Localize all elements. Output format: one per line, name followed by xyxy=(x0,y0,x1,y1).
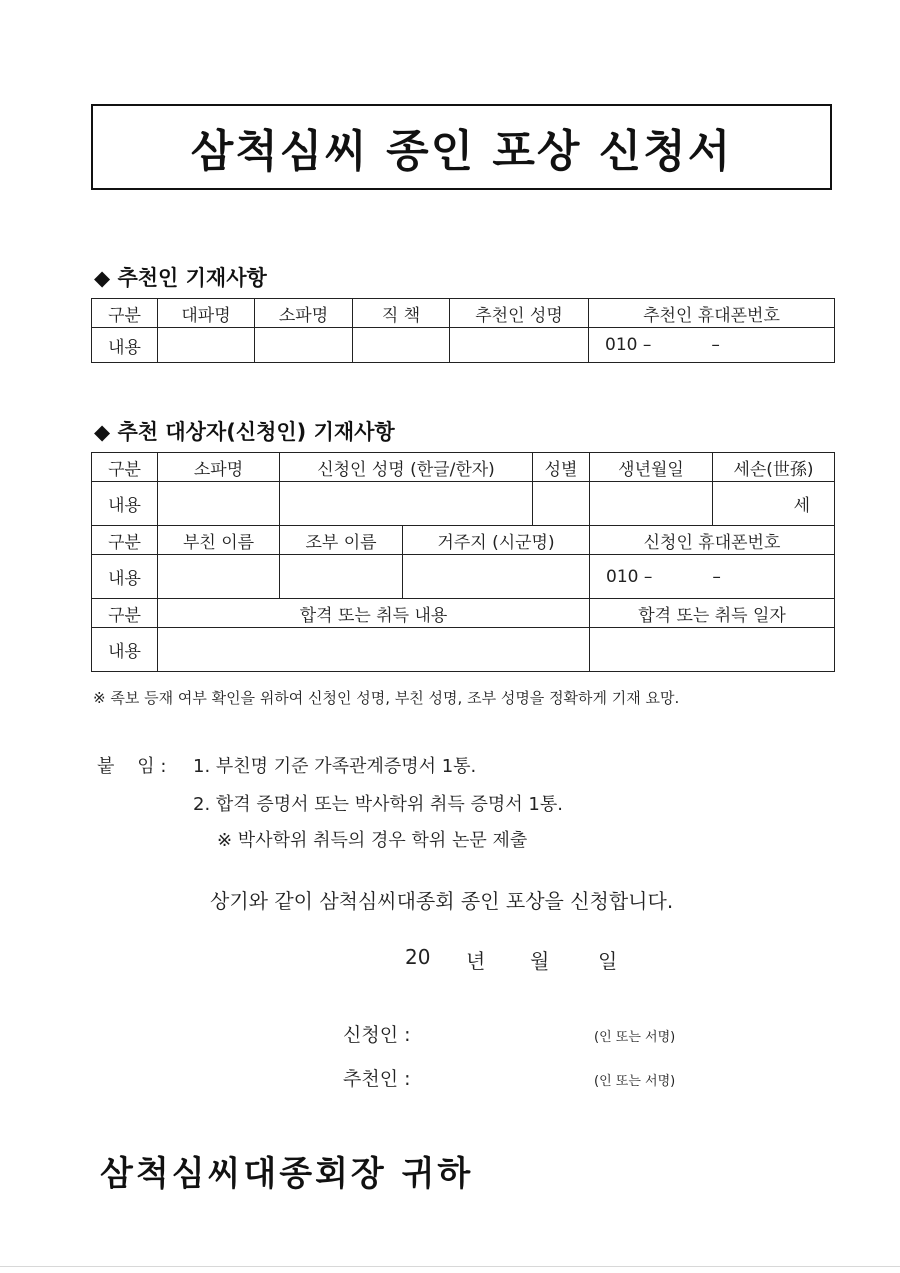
table-row xyxy=(92,628,835,672)
header-cell: 대파명 xyxy=(158,299,255,328)
header-cell: 합격 또는 취득 일자 xyxy=(590,599,835,628)
date-year-label: 년 xyxy=(466,949,486,973)
generation-suffix: 세 xyxy=(793,496,811,516)
date-year-prefix: 20 xyxy=(405,945,431,969)
applicant-section-heading: ◆ 추천 대상자(신청인) 기재사항 xyxy=(94,420,395,444)
applicant-generation-field[interactable] xyxy=(713,482,835,526)
recommender-table xyxy=(91,298,835,363)
recommender-section-heading: ◆ 추천인 기재사항 xyxy=(94,266,267,290)
applicant-birthdate-field[interactable] xyxy=(590,482,713,526)
form-title: 삼척심씨 종인 포상 신청서 xyxy=(91,104,832,190)
applicant-gender-field[interactable] xyxy=(533,482,590,526)
table-row xyxy=(92,482,835,526)
table-header-row xyxy=(92,299,835,328)
applicant-signature-label: 신청인 : xyxy=(343,1024,411,1046)
header-cell: 추천인 휴대폰번호 xyxy=(589,299,835,328)
row-label: 내용 xyxy=(92,555,158,599)
header-cell: 신청인 휴대폰번호 xyxy=(590,526,835,555)
header-cell: 구분 xyxy=(92,453,158,482)
applicant-minor-branch-field[interactable] xyxy=(158,482,280,526)
attachment-item: 1. 부친명 기준 가족관계증명서 1통. xyxy=(193,756,477,777)
recommender-major-branch-field[interactable] xyxy=(158,328,255,363)
table-header-row xyxy=(92,599,835,628)
grandfather-name-field[interactable] xyxy=(280,555,403,599)
phone-prefix: 010 – xyxy=(605,335,652,355)
achievement-content-field[interactable] xyxy=(158,628,590,672)
table-header-row xyxy=(92,453,835,482)
accuracy-note: ※ 족보 등재 여부 확인을 위하여 신청인 성명, 부친 성명, 조부 성명을 정확하게 기재 요망. xyxy=(93,689,680,707)
header-cell: 직 책 xyxy=(353,299,450,328)
row-label: 내용 xyxy=(92,328,158,363)
table-header-row xyxy=(92,526,835,555)
addressee: 삼척심씨대종회장 귀하 xyxy=(100,1154,474,1194)
row-label: 내용 xyxy=(92,482,158,526)
header-cell: 구분 xyxy=(92,599,158,628)
recommender-position-field[interactable] xyxy=(353,328,450,363)
recommender-signature-label: 추천인 : xyxy=(343,1068,411,1090)
header-cell: 성별 xyxy=(533,453,590,482)
header-cell: 부친 이름 xyxy=(158,526,280,555)
applicant-table xyxy=(91,452,835,672)
date-month-label: 월 xyxy=(530,949,550,973)
header-cell: 소파명 xyxy=(255,299,353,328)
table-row xyxy=(92,328,835,363)
phone-prefix: 010 – xyxy=(606,566,653,587)
header-cell: 조부 이름 xyxy=(280,526,403,555)
header-cell: 구분 xyxy=(92,526,158,555)
phone-dash: – xyxy=(711,335,720,355)
achievement-date-field[interactable] xyxy=(590,628,835,672)
header-cell: 구분 xyxy=(92,299,158,328)
header-cell: 세손(世孫) xyxy=(713,453,835,482)
header-cell: 신청인 성명 (한글/한자) xyxy=(280,453,533,482)
applicant-signature-note: (인 또는 서명) xyxy=(594,1030,676,1045)
recommender-name-field[interactable] xyxy=(450,328,589,363)
recommender-signature-note: (인 또는 서명) xyxy=(594,1074,676,1089)
header-cell: 합격 또는 취득 내용 xyxy=(158,599,590,628)
header-cell: 생년월일 xyxy=(590,453,713,482)
attachment-sub-note: ※ 박사학위 취득의 경우 학위 논문 제출 xyxy=(217,830,528,851)
phone-dash: – xyxy=(712,566,721,587)
recommender-minor-branch-field[interactable] xyxy=(255,328,353,363)
row-label: 내용 xyxy=(92,628,158,672)
residence-field[interactable] xyxy=(403,555,590,599)
date-day-label: 일 xyxy=(598,949,618,973)
header-cell: 소파명 xyxy=(158,453,280,482)
applicant-phone-field[interactable] xyxy=(590,555,835,599)
header-cell: 추천인 성명 xyxy=(450,299,589,328)
applicant-name-field[interactable] xyxy=(280,482,533,526)
application-statement: 상기와 같이 삼척심씨대종회 종인 포상을 신청합니다. xyxy=(210,889,674,913)
table-row xyxy=(92,555,835,599)
page-edge-line xyxy=(0,1266,900,1267)
attachments-label: 붙 임 : xyxy=(97,756,167,777)
recommender-phone-field[interactable] xyxy=(589,328,835,363)
header-cell: 거주지 (시군명) xyxy=(403,526,590,555)
attachment-item: 2. 합격 증명서 또는 박사학위 취득 증명서 1통. xyxy=(193,794,563,815)
father-name-field[interactable] xyxy=(158,555,280,599)
